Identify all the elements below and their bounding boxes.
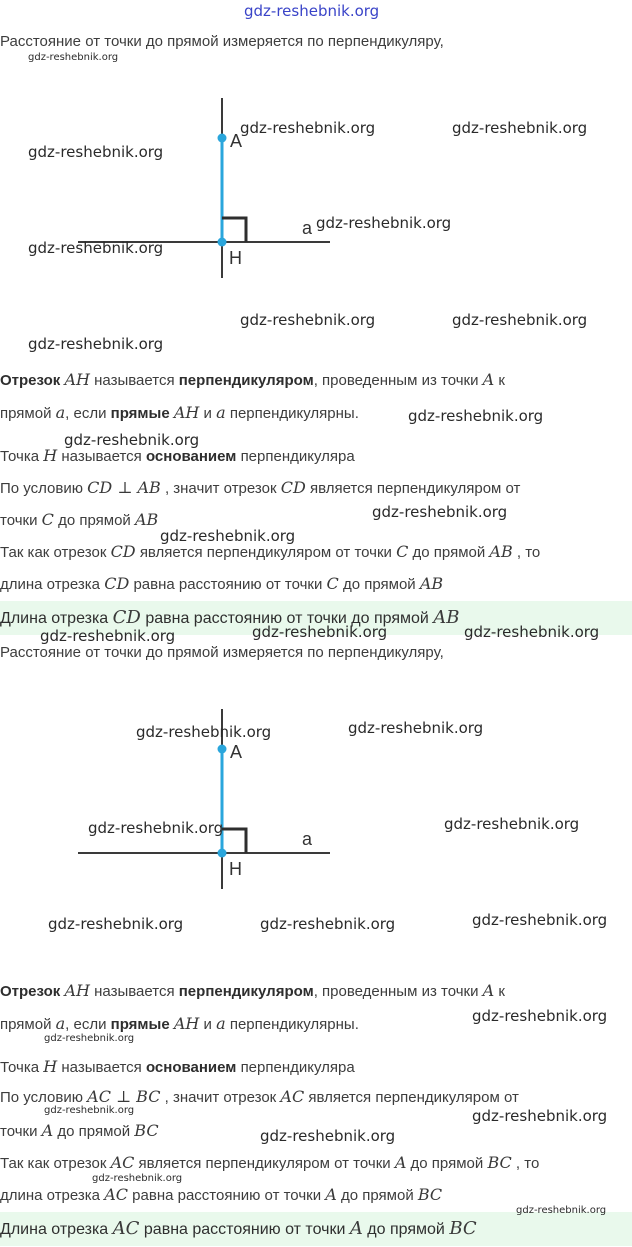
watermark: gdz-reshebnik.org bbox=[260, 915, 396, 933]
watermark: gdz-reshebnik.org bbox=[28, 335, 164, 353]
watermark: gdz-reshebnik.org bbox=[136, 723, 272, 741]
watermark: gdz-reshebnik.org bbox=[240, 311, 376, 329]
definition-line-1: Отрезок AH называется перпендикуляром, проведенным из точки A к bbox=[0, 370, 505, 389]
condition-line-2: точки A до прямой BC bbox=[0, 1121, 159, 1140]
watermark: gdz-reshebnik.org bbox=[160, 527, 296, 545]
intro-text-2: Расстояние от точки до прямой измеряется по перпендикуляру, bbox=[0, 644, 444, 661]
watermark: gdz-reshebnik.org bbox=[260, 1127, 396, 1145]
watermark: gdz-reshebnik.org bbox=[516, 1205, 607, 1216]
since-line-2: длина отрезка CD равна расстоянию от точки C до прямой AB bbox=[0, 574, 444, 593]
watermark: gdz-reshebnik.org bbox=[28, 143, 164, 161]
watermark: gdz-reshebnik.org bbox=[240, 119, 376, 137]
watermark: gdz-reshebnik.org bbox=[452, 119, 588, 137]
watermark: gdz-reshebnik.org bbox=[372, 503, 508, 521]
since-line-1: Так как отрезок CD является перпендикуляром от точки C до прямой AB , то bbox=[0, 542, 541, 561]
watermark-top: gdz-reshebnik.org bbox=[244, 2, 380, 20]
point-h-dot bbox=[218, 238, 227, 247]
watermark: gdz-reshebnik.org bbox=[48, 915, 184, 933]
watermark: gdz-reshebnik.org bbox=[472, 911, 608, 929]
condition-line-1: По условию CD ⊥ AB , значит отрезок CD является перпендикуляром от bbox=[0, 478, 521, 497]
right-angle-mark bbox=[222, 829, 246, 853]
point-a-dot bbox=[218, 745, 227, 754]
watermark: gdz-reshebnik.org bbox=[64, 431, 200, 449]
watermark: gdz-reshebnik.org bbox=[40, 627, 176, 645]
watermark: gdz-reshebnik.org bbox=[28, 52, 119, 63]
watermark: gdz-reshebnik.org bbox=[28, 239, 164, 257]
point-h-dot bbox=[218, 849, 227, 858]
result-box-1: Длина отрезка CD равна расстоянию от точки до прямой AB bbox=[0, 601, 632, 635]
watermark: gdz-reshebnik.org bbox=[472, 1107, 608, 1125]
watermark: gdz-reshebnik.org bbox=[408, 407, 544, 425]
watermark: gdz-reshebnik.org bbox=[44, 1105, 135, 1116]
base-definition: Точка H называется основанием перпендикуляра bbox=[0, 1057, 355, 1076]
watermark: gdz-reshebnik.org bbox=[348, 719, 484, 737]
watermark: gdz-reshebnik.org bbox=[252, 623, 388, 641]
definition-line-2: прямой a, если прямые AH и a перпендикулярны. bbox=[0, 1014, 359, 1033]
watermark: gdz-reshebnik.org bbox=[464, 623, 600, 641]
watermark: gdz-reshebnik.org bbox=[88, 819, 224, 837]
result-box-2: Длина отрезка AC равна расстоянию от точки A до прямой BC bbox=[0, 1212, 632, 1246]
right-angle-mark bbox=[222, 218, 246, 242]
base-definition: Точка H называется основанием перпендикуляра bbox=[0, 446, 355, 465]
condition-line-2: точки C до прямой AB bbox=[0, 510, 159, 529]
label-h: H bbox=[229, 859, 242, 879]
since-line-1: Так как отрезок AC является перпендикуляром от точки A до прямой BC , то bbox=[0, 1153, 540, 1172]
definition-line-1: Отрезок AH называется перпендикуляром, проведенным из точки A к bbox=[0, 981, 505, 1000]
condition-line-1: По условию AC ⊥ BC , значит отрезок AC является перпендикуляром от bbox=[0, 1087, 519, 1106]
intro-text-1: Расстояние от точки до прямой измеряется по перпендикуляру, bbox=[0, 33, 444, 50]
watermark: gdz-reshebnik.org bbox=[92, 1173, 183, 1184]
label-line-a: a bbox=[302, 829, 313, 849]
watermark: gdz-reshebnik.org bbox=[452, 311, 588, 329]
definition-line-2: прямой a, если прямые AH и a перпендикулярны. bbox=[0, 403, 359, 422]
watermark: gdz-reshebnik.org bbox=[472, 1007, 608, 1025]
point-a-dot bbox=[218, 134, 227, 143]
since-line-2: длина отрезка AC равна расстоянию от точки A до прямой BC bbox=[0, 1185, 443, 1204]
watermark: gdz-reshebnik.org bbox=[444, 815, 580, 833]
label-line-a: a bbox=[302, 218, 313, 238]
watermark: gdz-reshebnik.org bbox=[44, 1033, 135, 1044]
label-a: A bbox=[230, 131, 243, 151]
label-a: A bbox=[230, 742, 243, 762]
watermark: gdz-reshebnik.org bbox=[316, 214, 452, 232]
label-h: H bbox=[229, 248, 242, 268]
